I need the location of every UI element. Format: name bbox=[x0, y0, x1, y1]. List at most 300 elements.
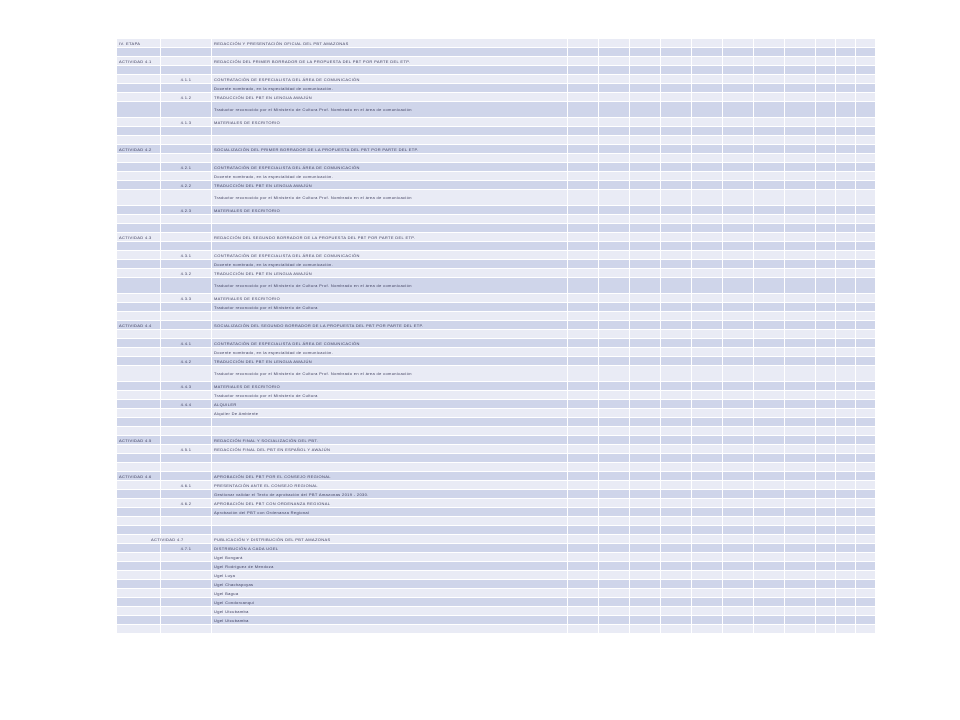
schedule-cell bbox=[568, 526, 599, 535]
schedule-cell bbox=[692, 598, 723, 607]
activity-cell: ACTIVIDAD 4.6 bbox=[117, 472, 161, 481]
schedule-cell bbox=[692, 39, 723, 48]
schedule-cell bbox=[568, 127, 599, 136]
schedule-cell bbox=[692, 127, 723, 136]
table-row bbox=[117, 445, 876, 454]
schedule-cell bbox=[630, 472, 661, 481]
schedule-cell bbox=[836, 366, 856, 382]
schedule-cell bbox=[856, 339, 876, 348]
description-cell: Traductor reconocido por el Ministerio de Cultura Prof. Nombrado en el área de comunicación bbox=[212, 366, 568, 382]
schedule-cell bbox=[836, 339, 856, 348]
schedule-cell bbox=[785, 553, 816, 562]
schedule-cell bbox=[692, 118, 723, 127]
schedule-cell bbox=[630, 84, 661, 93]
table-row bbox=[117, 526, 876, 535]
table-row bbox=[117, 172, 876, 181]
table-row bbox=[117, 357, 876, 366]
schedule-cell bbox=[785, 66, 816, 75]
table-row bbox=[117, 75, 876, 84]
schedule-cell bbox=[599, 616, 630, 625]
schedule-cell bbox=[856, 48, 876, 57]
schedule-cell bbox=[836, 233, 856, 242]
schedule-cell bbox=[723, 154, 754, 163]
activity-cell: ACTIVIDAD 4.7 bbox=[117, 535, 161, 544]
item-code-cell bbox=[161, 66, 212, 75]
schedule-cell bbox=[692, 251, 723, 260]
schedule-cell bbox=[836, 154, 856, 163]
description-cell: MATERIALES DE ESCRITORIO bbox=[212, 206, 568, 215]
schedule-cell bbox=[661, 190, 692, 206]
schedule-cell bbox=[723, 339, 754, 348]
schedule-cell bbox=[785, 233, 816, 242]
schedule-cell bbox=[723, 607, 754, 616]
schedule-cell bbox=[692, 233, 723, 242]
schedule-cell bbox=[630, 163, 661, 172]
schedule-cell bbox=[661, 499, 692, 508]
schedule-cell bbox=[599, 526, 630, 535]
schedule-cell bbox=[816, 127, 836, 136]
activity-cell bbox=[117, 154, 161, 163]
activity-cell: ACTIVIDAD 4.1 bbox=[117, 57, 161, 66]
schedule-cell bbox=[599, 206, 630, 215]
activity-cell: ACTIVIDAD 4.2 bbox=[117, 145, 161, 154]
schedule-cell bbox=[661, 39, 692, 48]
schedule-cell bbox=[785, 102, 816, 118]
schedule-cell bbox=[785, 625, 816, 634]
schedule-cell bbox=[785, 127, 816, 136]
schedule-cell bbox=[836, 409, 856, 418]
schedule-cell bbox=[692, 616, 723, 625]
schedule-cell bbox=[723, 571, 754, 580]
schedule-cell bbox=[568, 391, 599, 400]
activity-cell bbox=[117, 242, 161, 251]
schedule-cell bbox=[836, 206, 856, 215]
item-code-cell bbox=[161, 472, 212, 481]
schedule-cell bbox=[661, 127, 692, 136]
item-code-cell bbox=[161, 215, 212, 224]
schedule-cell bbox=[661, 571, 692, 580]
schedule-cell bbox=[692, 136, 723, 145]
table-row bbox=[117, 481, 876, 490]
schedule-cell bbox=[754, 357, 785, 366]
schedule-cell bbox=[630, 242, 661, 251]
schedule-cell bbox=[856, 436, 876, 445]
activity-cell: IV. ETAPA bbox=[117, 39, 161, 48]
schedule-cell bbox=[599, 312, 630, 321]
schedule-cell bbox=[754, 526, 785, 535]
schedule-cell bbox=[785, 39, 816, 48]
description-cell bbox=[212, 454, 568, 463]
description-cell: Aprobación del PBT con Ordenanza Regional bbox=[212, 508, 568, 517]
schedule-cell bbox=[599, 589, 630, 598]
item-code-cell: 4.4.2 bbox=[161, 357, 212, 366]
schedule-cell bbox=[692, 454, 723, 463]
schedule-cell bbox=[599, 303, 630, 312]
schedule-cell bbox=[836, 357, 856, 366]
activity-cell: ACTIVIDAD 4.3 bbox=[117, 233, 161, 242]
schedule-cell bbox=[568, 312, 599, 321]
schedule-cell bbox=[723, 321, 754, 330]
schedule-cell bbox=[630, 172, 661, 181]
schedule-cell bbox=[856, 260, 876, 269]
item-code-cell bbox=[161, 580, 212, 589]
schedule-cell bbox=[836, 445, 856, 454]
schedule-cell bbox=[599, 366, 630, 382]
schedule-cell bbox=[723, 508, 754, 517]
description-cell: MATERIALES DE ESCRITORIO bbox=[212, 382, 568, 391]
schedule-cell bbox=[661, 589, 692, 598]
schedule-cell bbox=[856, 445, 876, 454]
schedule-cell bbox=[816, 154, 836, 163]
schedule-cell bbox=[599, 57, 630, 66]
schedule-cell bbox=[661, 436, 692, 445]
description-cell: REDACCIÓN DEL SEGUNDO BORRADOR DE LA PROPUESTA DEL PBT POR PARTE DEL ETP. bbox=[212, 233, 568, 242]
schedule-cell bbox=[661, 526, 692, 535]
description-cell: Gestionar validar el Texto de aprobación del PBT Amazonas 2019 - 2030. bbox=[212, 490, 568, 499]
schedule-cell bbox=[754, 481, 785, 490]
schedule-cell bbox=[661, 278, 692, 294]
schedule-cell bbox=[661, 84, 692, 93]
activity-cell bbox=[117, 84, 161, 93]
schedule-cell bbox=[816, 190, 836, 206]
schedule-cell bbox=[836, 427, 856, 436]
schedule-cell bbox=[692, 382, 723, 391]
schedule-cell bbox=[568, 616, 599, 625]
schedule-cell bbox=[856, 481, 876, 490]
schedule-cell bbox=[785, 499, 816, 508]
schedule-cell bbox=[599, 490, 630, 499]
item-code-cell bbox=[161, 348, 212, 357]
description-cell: REDACCIÓN FINAL DEL PBT EN ESPAÑOL Y AWAJÚN bbox=[212, 445, 568, 454]
schedule-cell bbox=[816, 260, 836, 269]
activity-cell bbox=[117, 544, 161, 553]
schedule-cell bbox=[754, 269, 785, 278]
schedule-cell bbox=[856, 102, 876, 118]
schedule-cell bbox=[568, 445, 599, 454]
schedule-cell bbox=[692, 499, 723, 508]
schedule-cell bbox=[599, 339, 630, 348]
schedule-cell bbox=[661, 348, 692, 357]
schedule-cell bbox=[785, 427, 816, 436]
schedule-cell bbox=[816, 233, 836, 242]
schedule-cell bbox=[723, 472, 754, 481]
schedule-cell bbox=[785, 409, 816, 418]
schedule-cell bbox=[754, 127, 785, 136]
schedule-cell bbox=[856, 190, 876, 206]
schedule-cell bbox=[816, 102, 836, 118]
description-cell: MATERIALES DE ESCRITORIO bbox=[212, 294, 568, 303]
schedule-cell bbox=[785, 206, 816, 215]
item-code-cell: 4.5.1 bbox=[161, 445, 212, 454]
table-row bbox=[117, 260, 876, 269]
description-cell: Docente nombrado, en la especialidad de comunicación. bbox=[212, 84, 568, 93]
schedule-cell bbox=[816, 321, 836, 330]
schedule-cell bbox=[692, 366, 723, 382]
description-cell: Ugel Utcubamba bbox=[212, 607, 568, 616]
schedule-cell bbox=[856, 400, 876, 409]
schedule-cell bbox=[836, 251, 856, 260]
schedule-cell bbox=[692, 303, 723, 312]
schedule-cell bbox=[723, 136, 754, 145]
schedule-cell bbox=[754, 190, 785, 206]
activity-cell bbox=[117, 163, 161, 172]
item-code-cell bbox=[161, 154, 212, 163]
schedule-cell bbox=[785, 598, 816, 607]
schedule-cell bbox=[754, 251, 785, 260]
table-row bbox=[117, 145, 876, 154]
schedule-cell bbox=[599, 242, 630, 251]
schedule-cell bbox=[568, 303, 599, 312]
schedule-cell bbox=[599, 278, 630, 294]
table-row bbox=[117, 39, 876, 48]
schedule-cell bbox=[836, 181, 856, 190]
schedule-cell bbox=[692, 206, 723, 215]
description-cell: MATERIALES DE ESCRITORIO bbox=[212, 118, 568, 127]
table-row bbox=[117, 454, 876, 463]
schedule-cell bbox=[568, 269, 599, 278]
schedule-cell bbox=[754, 427, 785, 436]
item-code-cell bbox=[161, 330, 212, 339]
item-code-cell bbox=[161, 517, 212, 526]
description-cell: Ugel Rodríguez de Mendoza bbox=[212, 562, 568, 571]
table-row bbox=[117, 598, 876, 607]
schedule-cell bbox=[754, 445, 785, 454]
schedule-cell bbox=[856, 472, 876, 481]
schedule-cell bbox=[692, 102, 723, 118]
schedule-cell bbox=[754, 472, 785, 481]
activity-cell bbox=[117, 580, 161, 589]
item-code-cell bbox=[161, 508, 212, 517]
schedule-cell bbox=[599, 357, 630, 366]
table-row bbox=[117, 93, 876, 102]
schedule-cell bbox=[836, 278, 856, 294]
schedule-cell bbox=[856, 39, 876, 48]
schedule-cell bbox=[661, 391, 692, 400]
schedule-cell bbox=[692, 418, 723, 427]
activity-cell bbox=[117, 303, 161, 312]
schedule-cell bbox=[692, 215, 723, 224]
schedule-cell bbox=[754, 75, 785, 84]
schedule-cell bbox=[856, 366, 876, 382]
schedule-cell bbox=[661, 535, 692, 544]
schedule-cell bbox=[630, 607, 661, 616]
item-code-cell bbox=[161, 454, 212, 463]
schedule-cell bbox=[630, 357, 661, 366]
schedule-cell bbox=[661, 75, 692, 84]
schedule-cell bbox=[661, 607, 692, 616]
schedule-cell bbox=[785, 445, 816, 454]
description-cell: Ugel Condorcanqui bbox=[212, 598, 568, 607]
schedule-cell bbox=[568, 508, 599, 517]
schedule-cell bbox=[723, 391, 754, 400]
schedule-cell bbox=[836, 312, 856, 321]
schedule-cell bbox=[754, 102, 785, 118]
schedule-cell bbox=[856, 454, 876, 463]
schedule-cell bbox=[856, 84, 876, 93]
schedule-cell bbox=[599, 481, 630, 490]
table-row bbox=[117, 278, 876, 294]
schedule-cell bbox=[723, 490, 754, 499]
item-code-cell bbox=[161, 172, 212, 181]
table-row bbox=[117, 206, 876, 215]
schedule-cell bbox=[816, 84, 836, 93]
schedule-cell bbox=[785, 436, 816, 445]
schedule-cell bbox=[692, 517, 723, 526]
table-row bbox=[117, 127, 876, 136]
description-cell: Ugel Bongará bbox=[212, 553, 568, 562]
description-cell: Traductor reconocido por el Ministerio de Cultura bbox=[212, 303, 568, 312]
schedule-cell bbox=[630, 278, 661, 294]
schedule-cell bbox=[661, 357, 692, 366]
schedule-cell bbox=[692, 580, 723, 589]
schedule-cell bbox=[785, 84, 816, 93]
item-code-cell bbox=[161, 571, 212, 580]
table-row bbox=[117, 312, 876, 321]
item-code-cell bbox=[161, 136, 212, 145]
schedule-cell bbox=[836, 190, 856, 206]
schedule-cell bbox=[661, 625, 692, 634]
schedule-cell bbox=[723, 544, 754, 553]
schedule-cell bbox=[754, 571, 785, 580]
schedule-cell bbox=[856, 154, 876, 163]
schedule-cell bbox=[816, 625, 836, 634]
table-row bbox=[117, 625, 876, 634]
schedule-cell bbox=[836, 242, 856, 251]
activity-cell bbox=[117, 190, 161, 206]
schedule-cell bbox=[568, 409, 599, 418]
schedule-cell bbox=[785, 75, 816, 84]
item-code-cell bbox=[161, 224, 212, 233]
schedule-cell bbox=[785, 472, 816, 481]
schedule-cell bbox=[754, 348, 785, 357]
activity-cell bbox=[117, 427, 161, 436]
description-cell bbox=[212, 242, 568, 251]
schedule-cell bbox=[568, 580, 599, 589]
schedule-cell bbox=[692, 93, 723, 102]
schedule-cell bbox=[599, 472, 630, 481]
schedule-cell bbox=[785, 321, 816, 330]
schedule-cell bbox=[754, 499, 785, 508]
item-code-cell: 4.7.1 bbox=[161, 544, 212, 553]
schedule-cell bbox=[785, 57, 816, 66]
item-code-cell bbox=[161, 589, 212, 598]
schedule-cell bbox=[836, 127, 856, 136]
schedule-cell bbox=[630, 535, 661, 544]
table-row bbox=[117, 102, 876, 118]
schedule-cell bbox=[630, 48, 661, 57]
schedule-cell bbox=[816, 562, 836, 571]
activity-cell bbox=[117, 348, 161, 357]
schedule-cell bbox=[723, 366, 754, 382]
schedule-cell bbox=[630, 391, 661, 400]
activity-cell bbox=[117, 48, 161, 57]
table-row bbox=[117, 366, 876, 382]
schedule-cell bbox=[599, 251, 630, 260]
schedule-cell bbox=[723, 580, 754, 589]
schedule-cell bbox=[754, 625, 785, 634]
table-row bbox=[117, 163, 876, 172]
schedule-cell bbox=[856, 136, 876, 145]
schedule-cell bbox=[856, 269, 876, 278]
schedule-cell bbox=[568, 339, 599, 348]
schedule-cell bbox=[836, 508, 856, 517]
table-row bbox=[117, 391, 876, 400]
schedule-cell bbox=[836, 118, 856, 127]
activity-cell bbox=[117, 181, 161, 190]
schedule-cell bbox=[785, 339, 816, 348]
table-row bbox=[117, 294, 876, 303]
schedule-cell bbox=[754, 517, 785, 526]
schedule-cell bbox=[599, 517, 630, 526]
item-code-cell: 4.3.1 bbox=[161, 251, 212, 260]
schedule-cell bbox=[723, 616, 754, 625]
description-cell: PUBLICACIÓN Y DISTRIBUCIÓN DEL PBT AMAZONAS bbox=[212, 535, 568, 544]
schedule-cell bbox=[816, 136, 836, 145]
schedule-cell bbox=[568, 571, 599, 580]
table-row bbox=[117, 215, 876, 224]
item-code-cell: 4.1.2 bbox=[161, 93, 212, 102]
schedule-cell bbox=[568, 242, 599, 251]
schedule-cell bbox=[723, 625, 754, 634]
item-code-cell: 4.3.3 bbox=[161, 294, 212, 303]
schedule-cell bbox=[816, 145, 836, 154]
schedule-cell bbox=[785, 454, 816, 463]
schedule-cell bbox=[630, 93, 661, 102]
schedule-cell bbox=[661, 145, 692, 154]
activity-cell: ACTIVIDAD 4.4 bbox=[117, 321, 161, 330]
activity-schedule-table bbox=[116, 38, 876, 634]
schedule-cell bbox=[816, 39, 836, 48]
description-cell bbox=[212, 427, 568, 436]
schedule-cell bbox=[856, 348, 876, 357]
schedule-cell bbox=[785, 251, 816, 260]
schedule-cell bbox=[630, 499, 661, 508]
description-cell: REDACCIÓN Y PRESENTACIÓN OFICIAL DEL PBT AMAZONAS bbox=[212, 39, 568, 48]
schedule-cell bbox=[816, 589, 836, 598]
schedule-cell bbox=[723, 589, 754, 598]
schedule-cell bbox=[568, 154, 599, 163]
activity-cell bbox=[117, 260, 161, 269]
activity-cell bbox=[117, 382, 161, 391]
schedule-cell bbox=[630, 321, 661, 330]
schedule-cell bbox=[754, 233, 785, 242]
schedule-cell bbox=[630, 366, 661, 382]
schedule-cell bbox=[856, 330, 876, 339]
schedule-cell bbox=[599, 607, 630, 616]
schedule-cell bbox=[723, 118, 754, 127]
schedule-cell bbox=[836, 269, 856, 278]
schedule-cell bbox=[816, 526, 836, 535]
schedule-cell bbox=[692, 409, 723, 418]
schedule-cell bbox=[630, 118, 661, 127]
activity-cell bbox=[117, 418, 161, 427]
schedule-cell bbox=[661, 260, 692, 269]
schedule-cell bbox=[856, 145, 876, 154]
description-cell: Ugel Bagua bbox=[212, 589, 568, 598]
schedule-cell bbox=[599, 39, 630, 48]
activity-cell bbox=[117, 391, 161, 400]
schedule-cell bbox=[723, 66, 754, 75]
description-cell: CONTRATACIÓN DE ESPECIALISTA DEL ÁREA DE COMUNICACIÓN bbox=[212, 251, 568, 260]
schedule-cell bbox=[661, 321, 692, 330]
schedule-cell bbox=[785, 172, 816, 181]
schedule-cell bbox=[599, 454, 630, 463]
schedule-cell bbox=[599, 48, 630, 57]
schedule-cell bbox=[836, 472, 856, 481]
schedule-cell bbox=[816, 357, 836, 366]
activity-cell bbox=[117, 481, 161, 490]
schedule-cell bbox=[836, 553, 856, 562]
